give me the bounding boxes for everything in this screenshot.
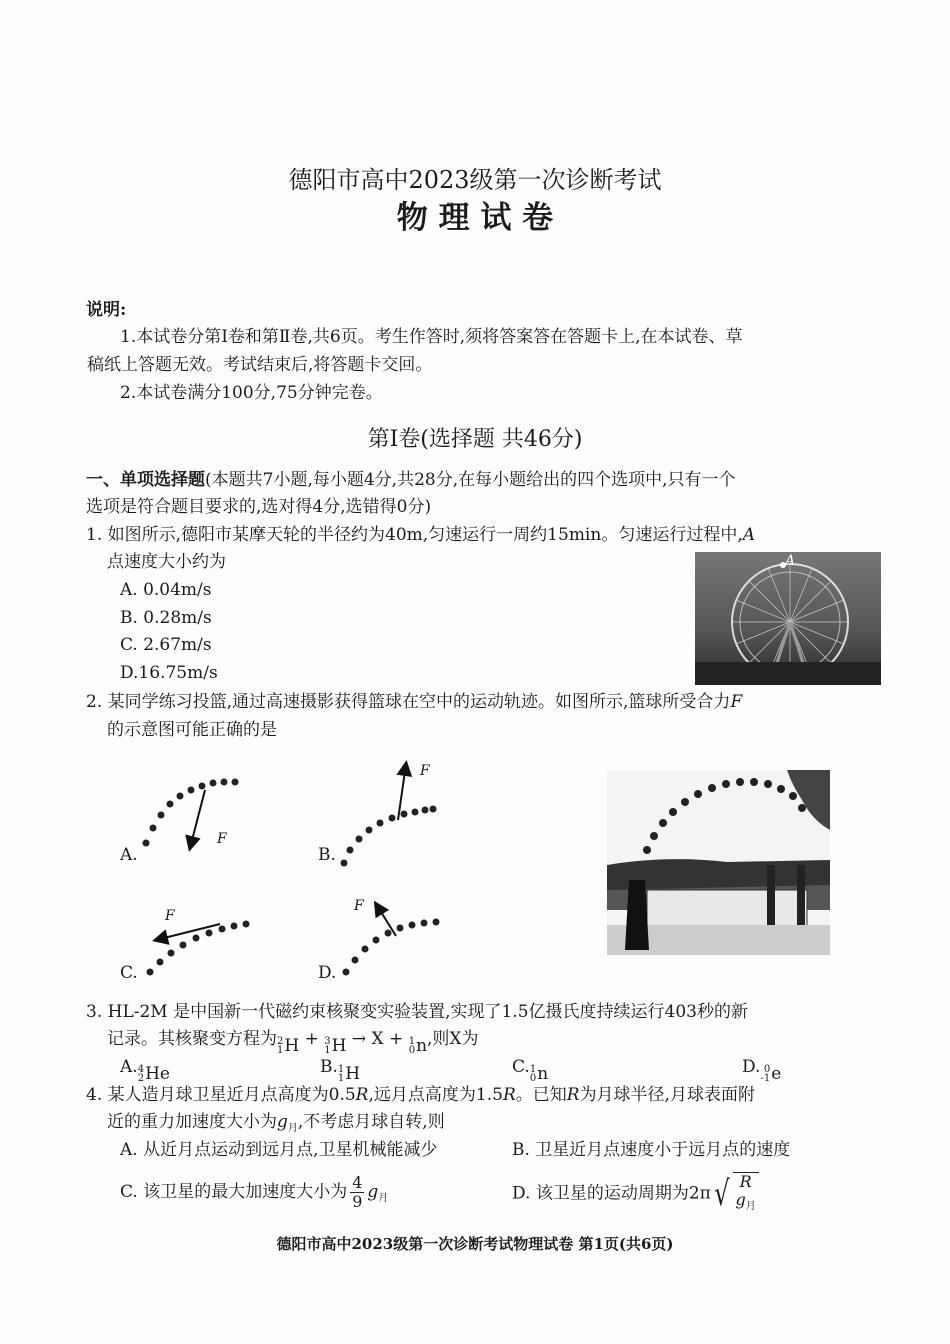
- q3-option-c: C. 1 0 n: [512, 1057, 549, 1084]
- q3-stem: 3. HL-2M 是中国新一代磁约束核聚变实验装置,实现了1.5亿摄氏度持续运行403秒的新: [86, 1002, 748, 1022]
- part-header: [86, 469, 736, 491]
- part-label: 一、单项选择题: [86, 470, 205, 490]
- q3-stem-cont: 记录。其核聚变方程为 2 1 H + 3 1 H → X + 1 0 n ,则X为: [107, 1029, 479, 1056]
- q2-stem-cont: 的示意图可能正确的是: [107, 720, 277, 740]
- instruction-1-cont: 稿纸上答题无效。考试结束后,将答题卡交回。: [87, 355, 433, 375]
- q3-option-a: A. 4 2 He: [120, 1057, 170, 1084]
- nuclide-neutron: 1 0 n: [408, 1036, 428, 1056]
- diagram-d-label: D.: [318, 963, 337, 983]
- diagram-c: [147, 921, 250, 976]
- q1-option-b: B. 0.28m/s: [120, 608, 212, 628]
- diagram-b-label: B.: [318, 845, 336, 865]
- q3-option-b: B. 1 1 H: [320, 1057, 361, 1084]
- q1-option-d: D.16.75m/s: [120, 663, 218, 683]
- q2-stem: 2. 某同学练习投篮,通过高速摄影获得篮球在空中的运动轨迹。如图所示,篮球所受合力F: [86, 692, 743, 712]
- nuclide-deuterium: 2 1 H: [277, 1036, 300, 1056]
- q4-stem: 4. 某人造月球卫星近月点高度为0.5R,远月点高度为1.5R。已知R为月球半径,月球表面附: [86, 1085, 755, 1105]
- section-title: 第Ⅰ卷(选择题 共46分): [367, 427, 583, 452]
- q3-option-d: D. 0 -1 e: [742, 1057, 782, 1084]
- basketball-photo: [607, 770, 830, 955]
- diagram-c-label: C.: [120, 963, 138, 983]
- force-label-b: F: [420, 763, 430, 779]
- instruction-1: 1.本试卷分第Ⅰ卷和第Ⅱ卷,共6页。考生作答时,须将答案答在答题卡上,在本试卷、草: [120, 327, 743, 347]
- instructions-label: 说明:: [86, 300, 127, 320]
- part-desc: (本题共7小题,每小题4分,共28分,在每小题给出的四个选项中,只有一个: [205, 470, 736, 490]
- q4-option-d: D. 该卫星的运动周期为2π √ R $g_月$: [512, 1172, 759, 1216]
- q1-stem-cont: 点速度大小约为: [107, 552, 226, 572]
- force-label-c: F: [165, 908, 175, 924]
- subject-title: 物 理 试 卷: [396, 200, 554, 236]
- part-desc-cont: 选项是符合题目要求的,选对得4分,选错得0分): [86, 497, 432, 517]
- q1-option-c: C. 2.67m/s: [120, 635, 212, 655]
- force-label-a: F: [217, 831, 227, 847]
- ferris-wheel-photo: [695, 552, 881, 685]
- q4-option-c: C. 该卫星的最大加速度大小为 $\frac{4}{9}$ $g_月$: [120, 1173, 389, 1211]
- diagram-a-label: A.: [120, 845, 138, 865]
- instruction-2: 2.本试卷满分100分,75分钟完卷。: [120, 383, 383, 403]
- point-a-label: A: [785, 553, 796, 569]
- q1-option-a: A. 0.04m/s: [120, 580, 212, 600]
- q4-option-a: A. 从近月点运动到远月点,卫星机械能减少: [120, 1140, 438, 1160]
- q4-option-b: B. 卫星近月点速度小于远月点的速度: [512, 1140, 791, 1160]
- page-footer: 德阳市高中2023级第一次诊断考试物理试卷 第1页(共6页): [276, 1235, 674, 1253]
- q4-stem-cont: 近的重力加速度大小为$g_月$,不考虑月球自转,则: [107, 1112, 445, 1134]
- q1-stem: 1. 如图所示,德阳市某摩天轮的半径约为40m,匀速运行一周约15min。匀速运行过程中,A: [86, 525, 756, 545]
- nuclide-tritium: 3 1 H: [324, 1036, 347, 1056]
- force-label-d: F: [354, 898, 364, 914]
- exam-title: 德阳市高中2023级第一次诊断考试: [288, 166, 662, 194]
